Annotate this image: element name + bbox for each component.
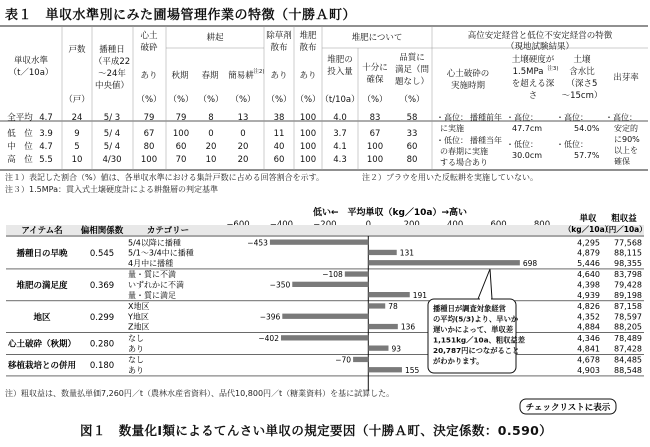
- chart-data-label: 698: [522, 258, 538, 268]
- chart-axis-title: 低い← 平均単収（kg／10a）→高い: [312, 208, 468, 218]
- chart-yield-value: 4,295: [577, 238, 600, 248]
- chart-header-category: カテゴリー: [146, 226, 190, 236]
- checklist-label: チェックリストに表示: [525, 403, 611, 413]
- table1-note-3: 注３）1.5MPa：貫入式土壌硬度計による耕盤層の判定基準: [5, 185, 218, 194]
- row-herbicide: 40: [273, 142, 285, 152]
- table1: [0, 0, 650, 200]
- chart-income-value: 87,428: [614, 344, 642, 354]
- th-moisture: 土壌: [573, 55, 591, 65]
- ft-high-label3: ・高位：: [556, 113, 588, 122]
- th-subsoil-timing: 心土破砕の: [446, 69, 490, 79]
- row-input: 3.7: [333, 129, 347, 139]
- th-tillage-autumn: 秋期: [171, 71, 189, 81]
- row-autumn: 70: [175, 155, 187, 165]
- ft-low-moisture: 57.7%: [574, 151, 600, 160]
- chart-income-value: 84,485: [614, 355, 642, 365]
- chart-category-label: あり: [128, 365, 144, 375]
- row-subsoil: 79: [143, 113, 155, 123]
- chart-header-income-unit: （円／10a）: [601, 225, 647, 234]
- chart-item-name: 堆肥の満足度: [16, 280, 68, 291]
- chart-item-corr: 0.369: [89, 280, 115, 291]
- th-pct: （%）: [266, 95, 292, 105]
- row-simple: 0: [240, 129, 246, 139]
- row-quality: 60: [406, 142, 418, 152]
- chart-header-income: 粗収益: [611, 214, 637, 224]
- row-spring: 10: [205, 155, 217, 165]
- th-manure-spread-opt: あり: [299, 71, 317, 81]
- row-enough: 83: [369, 113, 381, 123]
- ft-low-depth: 30.0cm: [512, 151, 543, 160]
- chart-item-corr: 0.299: [89, 312, 115, 323]
- th-herbicide-opt: あり: [270, 71, 288, 81]
- row-yield: 4.7: [39, 113, 53, 123]
- ft-emergence5: 確保: [614, 157, 630, 166]
- chart-data-label: 136: [400, 322, 416, 332]
- row-households: 5: [74, 142, 80, 152]
- row-quality: 33: [406, 129, 418, 139]
- row-sowing: 5/ 4: [103, 142, 121, 152]
- row-yield: 3.9: [39, 129, 53, 139]
- chart-category-label: 量・質に満足: [128, 290, 176, 300]
- callout-line: 1,151kg／10a、粗収益差: [433, 335, 526, 345]
- chart-data-label: 131: [399, 248, 415, 258]
- ft-low-label: ・低位：: [436, 136, 468, 145]
- chart-yield-value: 4,884: [577, 322, 600, 332]
- chart-bar: [368, 324, 398, 329]
- row-herbicide: 38: [273, 113, 285, 123]
- row-simple: 20: [237, 155, 249, 165]
- th-manure-about: 堆肥について: [351, 33, 403, 43]
- ft-high-label: ・高位：: [436, 113, 468, 122]
- chart-bar: [368, 260, 520, 265]
- chart-income-value: 77,568: [614, 238, 642, 248]
- row-label: 全平均: [7, 113, 33, 123]
- chart-category-label: あり: [128, 344, 144, 354]
- callout-pointer: [478, 269, 492, 299]
- chart-item-name: 心土破砕（秋期）: [7, 339, 77, 350]
- chart-bar: [368, 346, 388, 351]
- chart-income-value: 88,115: [614, 248, 642, 258]
- row-manure: 100: [299, 113, 317, 123]
- callout: [428, 269, 526, 373]
- chart-bar: [281, 335, 368, 340]
- th-pct: （%）: [399, 95, 425, 105]
- th-manure-enough: 十分に: [362, 63, 388, 73]
- row-subsoil: 100: [140, 155, 158, 165]
- callout-line: の平均(5/3)より、早いか: [433, 314, 519, 324]
- th-pct: （%）: [198, 95, 224, 105]
- callout-line: 遅いかによって、単収差: [433, 325, 514, 334]
- ft-low-timing2: の春期に実施: [440, 147, 488, 156]
- ft-emergence: ・高位：: [605, 113, 637, 122]
- th-subsoil-timing2: 実施時期: [450, 81, 486, 91]
- row-enough: 100: [366, 155, 384, 165]
- th-herbicide: 除草剤: [266, 31, 292, 41]
- figure-caption: 図１ 数量化Ⅰ類によるてんさい単収の規定要因（十勝Ａ町、決定係数：0.590）: [80, 423, 553, 438]
- row-input: 4.1: [333, 142, 347, 152]
- chart-category-label: 量・質に不満: [128, 270, 176, 280]
- chart-category-label: なし: [128, 334, 144, 343]
- chart-bar: [368, 250, 396, 255]
- callout-line: 播種日が調査対象経営: [433, 304, 506, 313]
- row-input: 4.3: [333, 155, 347, 165]
- row-simple: 13: [237, 113, 249, 123]
- chart-income-value: 78,597: [614, 312, 642, 322]
- chart-data-label: 78: [388, 302, 398, 312]
- row-sowing: 5/ 4: [103, 129, 121, 139]
- chart-item-name: 地区: [33, 312, 51, 323]
- th-tillage-simple: 簡易耕: [228, 71, 254, 81]
- ft-emergence2: 安定的: [614, 124, 638, 133]
- th-emergence: 出芽率: [613, 73, 639, 83]
- row-spring: 20: [205, 142, 217, 152]
- chart-yield-value: 4,352: [577, 312, 600, 322]
- th-subsoil: 心土: [140, 31, 158, 41]
- chart-income-value: 79,428: [614, 280, 642, 290]
- row-spring: 8: [208, 113, 214, 123]
- chart-bar: [368, 292, 409, 297]
- chart-data-label: 155: [404, 365, 420, 375]
- th-pct: （%）: [362, 95, 388, 105]
- th-tillage-spring: 春期: [201, 71, 219, 81]
- chart-item-name: 播種日の早晩: [16, 248, 68, 259]
- chart-yield-value: 4,826: [577, 302, 600, 312]
- chart-income-value: 98,355: [614, 258, 642, 268]
- row-households: 24: [71, 113, 83, 123]
- th-stable-section: 高位安定経営と低位不安定経営の特徴: [467, 31, 613, 41]
- ft-low-label3: ・低位：: [556, 140, 588, 149]
- chart-data-label: −453: [247, 238, 268, 248]
- chart-bar: [292, 282, 368, 287]
- th-subsoil-unit: （%）: [136, 95, 162, 105]
- row-sowing: 5/ 3: [103, 113, 121, 123]
- th-households-unit: （戸）: [64, 95, 90, 105]
- chart-bar: [368, 367, 402, 372]
- row-enough: 100: [366, 142, 384, 152]
- chart-yield-value: 4,678: [577, 355, 600, 365]
- chart-item-name: 移植栽培との併用: [7, 361, 77, 372]
- th-stable-section2: （現地試験結果）: [505, 42, 575, 52]
- th-sowing: 播種日: [99, 45, 125, 55]
- chart-header-item: アイテム名: [21, 226, 63, 236]
- th-hardness4: さ: [528, 91, 538, 101]
- th-yield-unit: （t／10a）: [8, 68, 54, 78]
- chart-yield-value: 4,398: [577, 280, 600, 290]
- row-simple: 20: [237, 142, 249, 152]
- th-pct: （%）: [295, 95, 321, 105]
- chart-yield-value: 4,903: [577, 365, 600, 375]
- th-sowing-sub3: 中央値）: [94, 81, 130, 91]
- row-manure: 100: [299, 142, 317, 152]
- chart-income-value: 88,205: [614, 322, 642, 332]
- chart-category-label: いずれかに不満: [128, 280, 184, 290]
- chart-category-label: なし: [128, 355, 144, 365]
- th-pct: （%）: [230, 95, 256, 105]
- th-subsoil2: 破砕: [140, 43, 158, 53]
- chart-income-value: 88,548: [614, 365, 642, 375]
- ft-high-depth: 47.7cm: [512, 124, 543, 133]
- chart-header-corr: 偏相関係数: [80, 226, 124, 236]
- row-autumn: 100: [172, 129, 190, 139]
- callout-line: 20,787円につながること: [433, 346, 520, 355]
- row-subsoil: 80: [143, 142, 155, 152]
- chart-yield-value: 4,939: [577, 290, 600, 300]
- row-herbicide: 60: [273, 155, 285, 165]
- row-input: 4.0: [333, 113, 347, 123]
- row-label: 中 位: [7, 142, 33, 152]
- chart-yield-value: 4,346: [577, 334, 600, 343]
- row-households: 10: [71, 155, 83, 165]
- chart-bar: [282, 314, 368, 319]
- th-manure-quality3: 題なし）: [394, 77, 430, 87]
- row-yield: 5.5: [39, 155, 53, 165]
- chart-yield-value: 4,879: [577, 248, 600, 258]
- table1-title: 表１ 単収水準別にみた圃場管理作業の特徴（十勝Ａ町）: [5, 8, 357, 23]
- chart-bar: [345, 271, 368, 276]
- th-manure-spread2: 散布: [299, 43, 317, 53]
- th-hardness3: を超える深: [511, 79, 555, 89]
- chart-yield-value: 4,640: [577, 270, 600, 280]
- chart-category-label: 5/1〜3/4中に播種: [128, 248, 194, 258]
- chart-data-label: −108: [322, 270, 343, 280]
- th-manure-input: 堆肥の: [327, 55, 353, 65]
- ft-high-timing2: に実施: [440, 124, 464, 133]
- row-sowing: 4/30: [102, 155, 122, 165]
- chart-data-label: −396: [259, 312, 281, 322]
- th-moisture2: 含水比: [569, 67, 595, 77]
- th-manure-quality2: 満足（問: [394, 65, 430, 75]
- th-hardness: 土壌硬度が: [511, 55, 555, 65]
- chart-category-label: 5/4以降に播種: [128, 238, 181, 248]
- chart-item-corr: 0.545: [89, 248, 115, 259]
- ft-low-timing1: 播種当年: [470, 136, 502, 145]
- row-manure: 100: [299, 155, 317, 165]
- callout-line: がわかります。: [433, 356, 484, 366]
- th-hardness-sup: 注3): [547, 66, 559, 72]
- chart-income-value: 83,798: [614, 270, 642, 280]
- chart-income-value: 87,158: [614, 302, 642, 312]
- chart-data-label: 93: [391, 344, 402, 354]
- ft-emergence4: 以上を: [614, 146, 638, 155]
- th-sowing-sub2: 〜24年: [98, 69, 126, 79]
- chart-category-label: 4月中に播種: [128, 258, 174, 268]
- chart-header-yield-unit: （kg／10a）: [563, 225, 613, 234]
- th-herbicide2: 散布: [270, 43, 288, 53]
- th-manure-input2: 投入量: [327, 67, 353, 77]
- row-autumn: 60: [175, 142, 187, 152]
- row-quality: 80: [406, 155, 418, 165]
- table1-note-1: 注１）表記した割合（%）値は、各単収水準における集計戸数に占める回答割合を示す。: [5, 173, 324, 182]
- th-yield-level: 単収水準: [13, 56, 49, 66]
- chart-yield-value: 4,841: [577, 344, 600, 354]
- ft-low-label2: ・低位：: [506, 140, 538, 149]
- chart-bar: [353, 357, 368, 362]
- chart-item-corr: 0.280: [89, 339, 115, 350]
- row-quality: 58: [406, 113, 418, 123]
- chart-bar: [270, 240, 368, 245]
- chart-yield-value: 5,446: [577, 258, 600, 268]
- ft-high-moisture: 54.0%: [574, 124, 600, 133]
- th-manure-spread: 堆肥: [299, 31, 317, 41]
- row-autumn: 79: [175, 113, 187, 123]
- th-hardness2: 1.5MPa: [512, 67, 544, 77]
- row-enough: 67: [369, 129, 381, 139]
- chart-data-label: −402: [258, 334, 279, 343]
- th-moisture4: 〜15cm）: [561, 91, 603, 101]
- th-subsoil-opt: あり: [140, 71, 158, 81]
- ft-high-label2: ・高位：: [506, 113, 538, 122]
- th-tillage-simple-sup: 注2): [253, 69, 265, 75]
- row-subsoil: 67: [143, 129, 155, 139]
- ft-low-timing3: する場合あり: [440, 158, 488, 167]
- row-households: 9: [74, 129, 80, 139]
- th-tillage: 耕起: [206, 33, 224, 43]
- chart-income-value: 78,489: [614, 334, 642, 343]
- chart-header-yield: 単収: [579, 214, 597, 224]
- row-label: 低 位: [7, 129, 33, 139]
- chart-bar: [368, 303, 385, 308]
- chart-item-corr: 0.180: [89, 361, 115, 372]
- th-sowing-sub1: （平成22: [93, 57, 131, 67]
- chart-data-label: −70: [335, 355, 352, 365]
- th-manure-input-unit: （t/10a）: [320, 95, 360, 105]
- row-spring: 0: [208, 129, 214, 139]
- row-label: 高 位: [7, 155, 33, 165]
- chart-data-label: −350: [269, 280, 291, 290]
- chart-data-label: 191: [412, 290, 428, 300]
- row-herbicide: 11: [273, 129, 285, 139]
- row-yield: 4.7: [39, 142, 53, 152]
- chart-income-value: 89,198: [614, 290, 642, 300]
- ft-emergence3: に90%: [614, 135, 640, 144]
- th-manure-quality: 品質に: [399, 53, 425, 63]
- table1-note-2: 注２）プラウを用いた反転耕を実施していない。: [362, 173, 538, 182]
- th-manure-enough2: 確保: [366, 75, 384, 85]
- chart-category-label: X地区: [128, 302, 150, 312]
- chart-category-label: Z地区: [128, 322, 150, 332]
- row-manure: 100: [299, 129, 317, 139]
- th-moisture3: （深さ5: [566, 79, 598, 89]
- th-pct: （%）: [168, 95, 194, 105]
- chart-note: 注）粗収益は、数量払単価7,260円／t（農林水産省資料）、品代10,800円／t（糖業資料）を基に試算した。: [5, 389, 395, 398]
- chart-category-label: Y地区: [128, 312, 149, 322]
- ft-high-timing1: 播種前年: [470, 113, 502, 122]
- th-households: 戸数: [68, 45, 86, 55]
